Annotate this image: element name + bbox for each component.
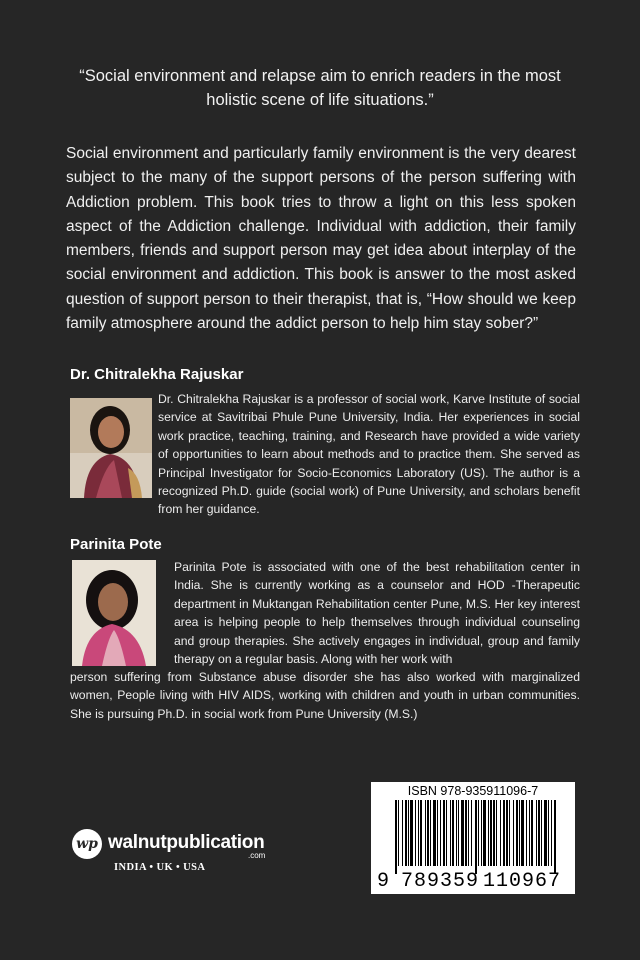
author-name-pote: Parinita Pote	[70, 536, 162, 553]
barcode-bar	[430, 800, 431, 866]
barcode-bar	[452, 800, 454, 866]
barcode-bar	[433, 800, 436, 866]
barcode-bar	[541, 800, 542, 866]
barcode-bar	[548, 800, 549, 866]
barcode-bar	[440, 800, 441, 866]
publisher-name: walnutpublication	[108, 832, 265, 853]
publisher-domain-suffix: .com	[248, 851, 266, 860]
barcode-bar	[496, 800, 497, 866]
author-photo-pote	[72, 560, 156, 666]
barcode-bar	[554, 800, 556, 874]
barcode-bar	[420, 800, 422, 866]
barcode-bar	[506, 800, 508, 866]
barcode-bar	[475, 800, 477, 874]
barcode-bar	[458, 800, 459, 866]
barcode-bar	[427, 800, 429, 866]
barcode-bar	[478, 800, 479, 866]
barcode-bar	[551, 800, 552, 866]
back-cover-quote: “Social environment and relapse aim to enrich readers in the most holistic scene of life situations.”	[79, 67, 561, 109]
barcode-bar	[481, 800, 482, 866]
barcode-bar	[398, 800, 399, 866]
barcode-bar	[410, 800, 413, 866]
barcode-bar	[450, 800, 451, 866]
barcode-bar	[488, 800, 489, 866]
barcode-bar	[526, 800, 527, 866]
barcode-bar	[516, 800, 518, 866]
barcode-bar	[456, 800, 457, 866]
barcode-bar	[395, 800, 397, 874]
barcode-bar	[521, 800, 524, 866]
barcode-bar	[415, 800, 416, 866]
barcode-bar	[465, 800, 467, 866]
author-name-rajuskar: Dr. Chitralekha Rajuskar	[70, 366, 244, 383]
barcode-bar	[519, 800, 520, 866]
barcode-bar	[503, 800, 505, 866]
publisher-logo-icon: wp	[72, 829, 102, 859]
barcode-bar	[418, 800, 419, 866]
barcode-bar	[425, 800, 426, 866]
barcode-bar	[538, 800, 540, 866]
book-description: Social environment and particularly family environment is the very dearest subject to the many of the support persons of the person suffering with Addiction problem. This book tries to throw a light on this less spoken aspect of the Addiction challenge. Individual with addiction, their family members, friends and support person may get idea about interplay of the social environment and addiction. This book is answer to the most asked question of support person to their therapist, that is, “How should we keep family atmosphere around the addict person to help him stay sober?”	[66, 145, 576, 333]
barcode-bar	[468, 800, 469, 866]
author-bio-pote-wrapped: Parinita Pote is associated with one of the best rehabilitation center in India. She is currently working as a counselor and HOD -Therapeutic department in Muktangan Rehabilitation center Pune, M.S. Her key interest area is helping people to help themselves through individual counseling and group therapies. She actively engages in individual, group and family therapy on a regular basis. Along with her work with	[174, 560, 580, 667]
barcode-bar	[536, 800, 537, 866]
barcode-digit-group-1: 789359	[401, 870, 480, 893]
barcode-bar	[471, 800, 472, 866]
barcode-bar	[483, 800, 486, 866]
barcode-bar	[437, 800, 438, 866]
barcode-bar	[490, 800, 492, 866]
barcode-bar	[509, 800, 510, 866]
barcode-digit-lead: 9	[377, 870, 390, 893]
barcode-bar	[408, 800, 409, 866]
barcode-bar	[544, 800, 547, 866]
isbn-barcode	[371, 782, 575, 894]
barcode-bar	[493, 800, 495, 866]
author-bio-rajuskar: Dr. Chitralekha Rajuskar is a professor of social work, Karve Institute of social service at Savitribai Phule Pune University, India. Her experiences in social work practice, teaching, training, and Research have provided a wide variety of opportunities to learn about methods and to practice them. She served as Principal Investigator for Socio-Economics Laboratory (US). The author is a recognized Ph.D. guide (social work) of Pune University, and scholars benefit from her guidance.	[158, 392, 580, 517]
publisher-regions: INDIA • UK • USA	[114, 862, 206, 873]
barcode-bar	[402, 800, 403, 866]
barcode-bar	[531, 800, 533, 866]
barcode-bar	[405, 800, 407, 866]
barcode-bar	[446, 800, 447, 866]
barcode-bar	[461, 800, 464, 866]
isbn-label: ISBN 978-935911096-7	[407, 784, 539, 798]
barcode-bar	[500, 800, 501, 866]
author-bio-pote-continued: person suffering from Substance abuse disorder she has also worked with marginalized women, People living with HIV AIDS, working with children and youth in urban communities. She is pursuing Ph.D. in social work from Pune University (M.S.)	[70, 670, 580, 721]
author-photo-rajuskar	[70, 398, 152, 498]
barcode-bar	[529, 800, 530, 866]
barcode-bar	[443, 800, 445, 866]
barcode-bar	[513, 800, 514, 866]
barcode-digit-group-2: 110967	[483, 870, 562, 893]
